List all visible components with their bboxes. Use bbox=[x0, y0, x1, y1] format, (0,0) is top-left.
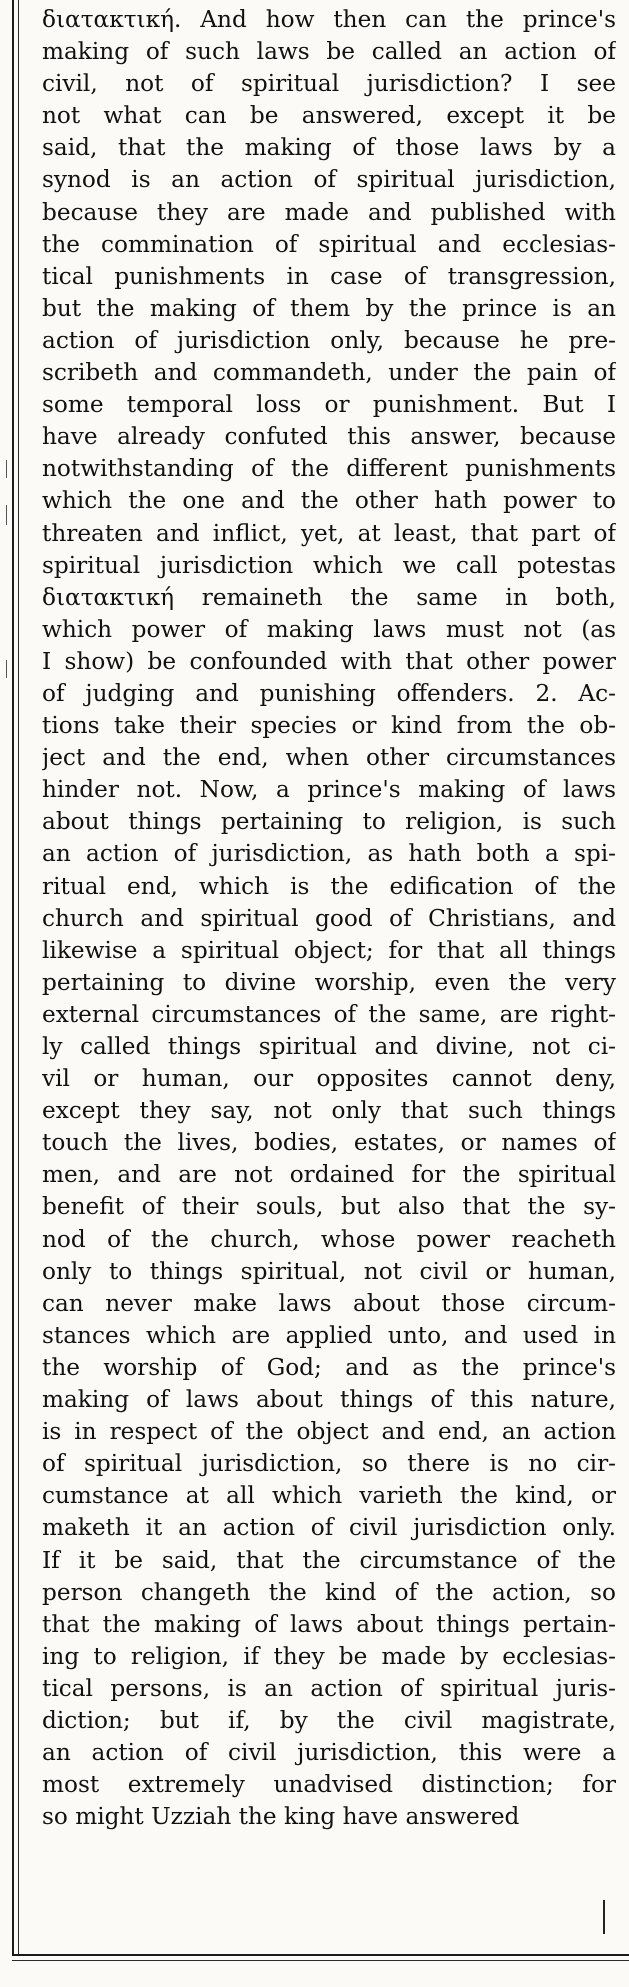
text-line: have already confuted this answer, because bbox=[42, 423, 616, 451]
text-line: making of such laws be called an action of bbox=[42, 38, 616, 66]
text-line: external circumstances of the same, are right- bbox=[42, 1000, 616, 1028]
text-line: spiritual jurisdiction which we call potestas bbox=[42, 551, 616, 579]
text-line: synod is an action of spiritual jurisdiction, bbox=[42, 166, 616, 194]
text-line: not what can be answered, except it be bbox=[42, 102, 616, 130]
text-line: If it be said, that the circumstance of the bbox=[42, 1546, 616, 1574]
text-line: ritual end, which is the edification of the bbox=[42, 872, 616, 900]
text-line: tions take their species or kind from the ob- bbox=[42, 712, 616, 740]
text-line: the worship of God; and as the prince's bbox=[42, 1353, 616, 1381]
text-line: which power of making laws must not (as bbox=[42, 615, 616, 643]
text-line: likewise a spiritual object; for that all things bbox=[42, 936, 616, 964]
text-line: an action of jurisdiction, as hath both a spi- bbox=[42, 840, 616, 868]
text-line: cumstance at all which varieth the kind, or bbox=[42, 1482, 616, 1510]
text-line: maketh it an action of civil jurisdiction only. bbox=[42, 1514, 616, 1542]
text-line: the commination of spiritual and ecclesias- bbox=[42, 230, 616, 258]
margin-mark bbox=[6, 660, 7, 678]
text-line: an action of civil jurisdiction, this were a bbox=[42, 1739, 616, 1767]
text-line: touch the lives, bodies, estates, or names of bbox=[42, 1129, 616, 1157]
text-line: hinder not. Now, a prince's making of laws bbox=[42, 776, 616, 804]
text-line: so might Uzziah the king have answered bbox=[42, 1803, 520, 1831]
text-line: church and spiritual good of Christians, and bbox=[42, 904, 616, 932]
text-line: diction; but if, by the civil magistrate, bbox=[42, 1706, 616, 1734]
text-line: scribeth and commandeth, under the pain of bbox=[42, 359, 616, 387]
text-line: because they are made and published with bbox=[42, 198, 616, 226]
text-line: ject and the end, when other circumstances bbox=[42, 744, 616, 772]
margin-mark bbox=[6, 460, 7, 478]
text-line: person changeth the kind of the action, so bbox=[42, 1578, 616, 1606]
text-line: which the one and the other hath power to bbox=[42, 487, 616, 515]
text-line: nod of the church, whose power reacheth bbox=[42, 1225, 616, 1253]
text-line: tical persons, is an action of spiritual juris- bbox=[42, 1674, 616, 1702]
text-line: but the making of them by the prince is an bbox=[42, 294, 616, 322]
text-line: most extremely unadvised distinction; for bbox=[42, 1771, 616, 1799]
body-text bbox=[42, 4, 616, 1833]
text-line: threaten and inflict, yet, at least, that part of bbox=[42, 519, 616, 547]
text-line: making of laws about things of this nature, bbox=[42, 1386, 616, 1414]
text-line: action of jurisdiction only, because he pre- bbox=[42, 326, 616, 354]
text-line: about things pertaining to religion, is such bbox=[42, 808, 616, 836]
text-line: men, and are not ordained for the spiritual bbox=[42, 1161, 616, 1189]
text-line: benefit of their souls, but also that the sy- bbox=[42, 1193, 616, 1221]
text-line: διατακτική. And how then can the prince's bbox=[42, 6, 616, 33]
text-line: can never make laws about those circum- bbox=[42, 1289, 616, 1317]
text-line: only to things spiritual, not civil or human, bbox=[42, 1257, 616, 1285]
text-line: ing to religion, if they be made by ecclesias- bbox=[42, 1642, 616, 1670]
text-line: is in respect of the object and end, an action bbox=[42, 1418, 616, 1446]
text-line: tical punishments in case of transgression, bbox=[42, 262, 616, 290]
text-line: vil or human, our opposites cannot deny, bbox=[42, 1065, 616, 1093]
text-line: said, that the making of those laws by a bbox=[42, 134, 616, 162]
text-line: of spiritual jurisdiction, so there is no cir- bbox=[42, 1450, 616, 1478]
column-end-mark bbox=[603, 1900, 605, 1934]
margin-mark bbox=[6, 505, 7, 525]
text-line: civil, not of spiritual jurisdiction? I see bbox=[42, 70, 616, 98]
text-line: ly called things spiritual and divine, not ci- bbox=[42, 1033, 616, 1060]
bottom-border-rule bbox=[12, 1954, 629, 1956]
bottom-border-inner-rule bbox=[12, 1960, 629, 1961]
text-line: some temporal loss or punishment. But I bbox=[42, 391, 616, 419]
text-line: stances which are applied unto, and used in bbox=[42, 1321, 616, 1349]
text-line: except they say, not only that such things bbox=[42, 1097, 616, 1125]
text-line: notwithstanding of the different punishments bbox=[42, 455, 616, 483]
text-line: of judging and punishing offenders. 2. Ac- bbox=[42, 679, 616, 707]
left-border-inner-rule bbox=[18, 0, 19, 1955]
text-line: pertaining to divine worship, even the very bbox=[42, 968, 616, 996]
text-line: διατακτική remaineth the same in both, bbox=[42, 583, 616, 611]
text-line: I show) be confounded with that other power bbox=[42, 647, 616, 675]
text-line: that the making of laws about things pertain- bbox=[42, 1610, 616, 1638]
left-border-rule bbox=[12, 0, 14, 1955]
